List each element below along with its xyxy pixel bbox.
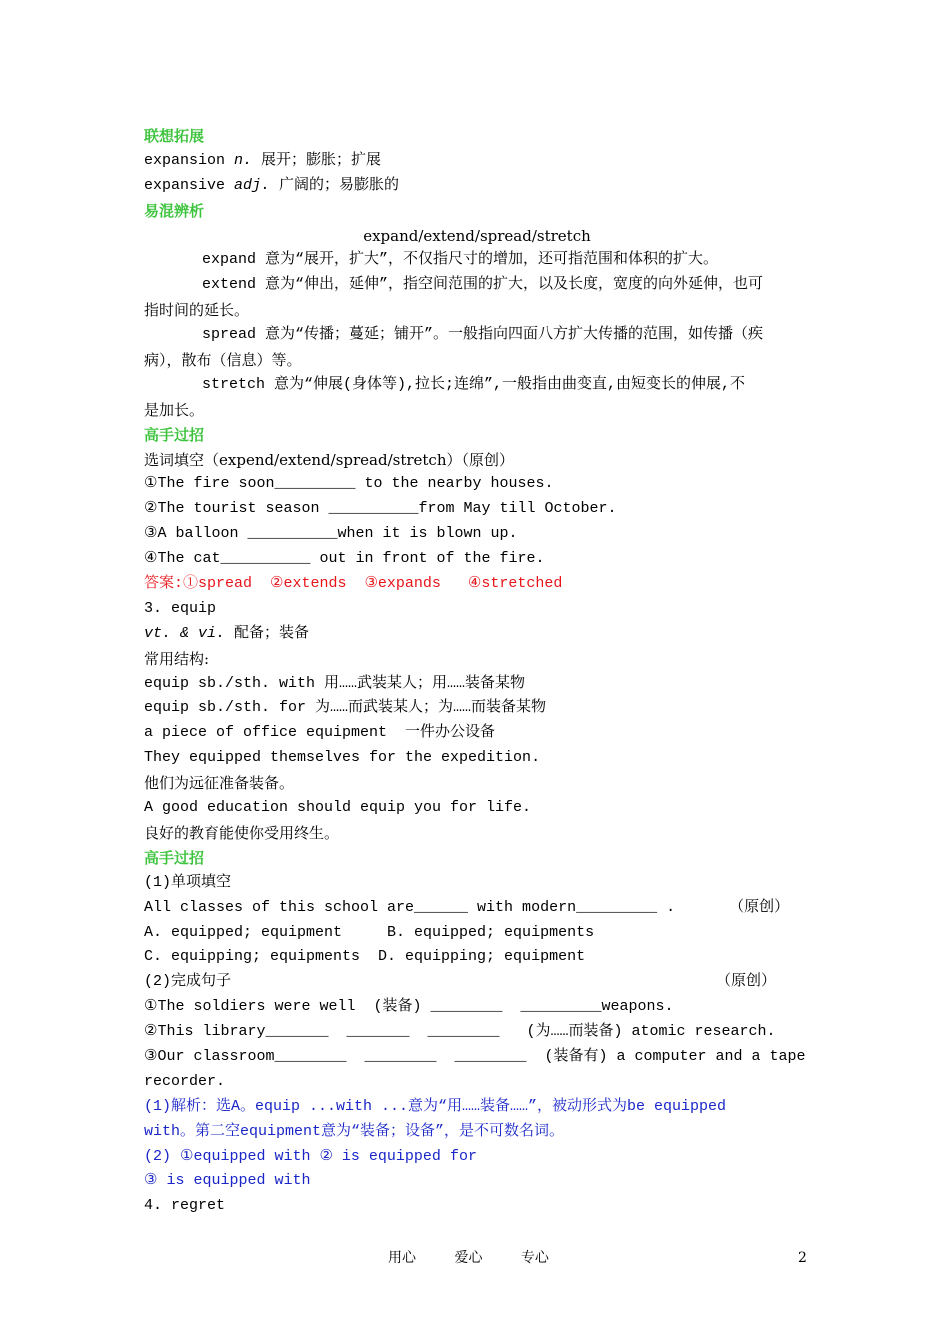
structure-2: equip sb./sth. for 为……而武装某人；为……而装备某物 xyxy=(144,699,547,717)
complete-question-1: ①The soldiers were well (装备) ________ _________weapons. xyxy=(144,998,674,1016)
example-1-english: They equipped themselves for the expedition. xyxy=(144,749,541,767)
stretch-definition-line2: 是加长。 xyxy=(144,400,205,419)
structure-1: equip sb./sth. with 用……武装某人；用……装备某物 xyxy=(144,674,526,692)
mc-source: （原创） xyxy=(729,898,790,916)
fill-instruction: 选词填空（expend/extend/spread/stretch）（原创） xyxy=(144,450,514,469)
fill-question-1: ①The fire soon_________ to the nearby houses. xyxy=(144,475,554,493)
expansive-entry xyxy=(144,174,810,199)
expansion-entry xyxy=(144,149,810,174)
analysis-line-3: (2) ①equipped with ② is equipped for xyxy=(144,1147,477,1165)
complete-sentence-title-row xyxy=(144,970,810,995)
fill-question-4: ④The cat__________ out in front of the fire. xyxy=(144,550,545,568)
footer-motto-2: 爱心 xyxy=(454,1250,483,1266)
expansive-word: expansive xyxy=(144,176,226,194)
multiple-choice-question xyxy=(144,896,810,921)
spread-definition-line1: spread 意为“传播；蔓延；铺开”。一般指向四面八方扩大传播的范围，如传播（疾 xyxy=(202,326,764,344)
extend-definition-line2: 指时间的延长。 xyxy=(144,301,250,320)
practice-heading-2: 高手过招 xyxy=(144,848,205,867)
confusion-title: expand/extend/spread/stretch xyxy=(363,226,591,245)
analysis-line-4: ③ is equipped with xyxy=(144,1172,311,1190)
equip-definition: 配备；装备 xyxy=(225,624,310,642)
complete-title: (2)完成句子 xyxy=(144,973,232,991)
mc-options-row-2: C. equipping; equipments D. equipping; equipment xyxy=(144,948,586,966)
structure-3: a piece of office equipment 一件办公设备 xyxy=(144,724,496,742)
footer-motto-1: 用心 xyxy=(388,1250,416,1266)
equip-pos: vt. & vi. xyxy=(144,624,226,642)
equip-entry xyxy=(144,622,810,647)
complete-source: （原创） xyxy=(715,973,776,991)
example-2-english: A good education should equip you for life. xyxy=(144,799,532,817)
mc-options-row-1: A. equipped; equipment B. equipped; equipments xyxy=(144,923,595,941)
stretch-definition-line1: stretch 意为“伸展(身体等),拉长;连绵”,一般指由曲变直,由短变长的伸展,不 xyxy=(202,375,746,393)
practice-heading-1: 高手过招 xyxy=(144,425,205,444)
extend-definition-line1: extend 意为“伸出，延伸”，指空间范围的扩大，以及长度，宽度的向外延伸，也可 xyxy=(202,276,764,294)
page-footer xyxy=(0,1246,950,1270)
common-structures-label: 常用结构: xyxy=(144,649,210,668)
fill-question-2: ②The tourist season __________from May till October. xyxy=(144,500,617,518)
multiple-choice-title: (1)单项填空 xyxy=(144,873,232,891)
complete-question-3: ③Our classroom________ ________ ________ (装备有) a computer and a tape xyxy=(144,1047,806,1065)
expansion-word: expansion xyxy=(144,151,226,169)
association-heading: 联想拓展 xyxy=(144,127,205,145)
confusion-heading: 易混辨析 xyxy=(144,201,205,220)
document-page xyxy=(144,124,810,1219)
page-number: 2 xyxy=(798,1250,807,1266)
mc-question-text: All classes of this school are______ with modern_________ . xyxy=(144,898,676,916)
expansive-definition: 广阔的；易膨胀的 xyxy=(270,176,400,194)
expansion-pos: n. xyxy=(234,151,253,169)
example-1-chinese: 他们为远征准备装备。 xyxy=(144,774,295,793)
example-2-chinese: 良好的教育能使你受用终生。 xyxy=(144,823,340,842)
expand-definition: expand 意为“展开，扩大”，不仅指尺寸的增加，还可指范围和体积的扩大。 xyxy=(202,251,719,269)
fill-question-3: ③A balloon __________when it is blown up. xyxy=(144,525,518,543)
expansion-definition: 展开；膨胀；扩展 xyxy=(252,151,382,169)
footer-motto xyxy=(388,1246,583,1270)
analysis-line-2: with。第二空equipment意为“装备；设备”，是不可数名词。 xyxy=(144,1122,565,1140)
spread-definition-line2: 病），散布（信息）等。 xyxy=(144,351,302,370)
fill-answer: 答案:①spread ②extends ③expands ④stretched xyxy=(144,575,563,593)
equip-title: 3. equip xyxy=(144,599,217,617)
regret-title: 4. regret xyxy=(144,1197,226,1215)
complete-question-3-continued: recorder. xyxy=(144,1072,226,1090)
complete-question-2: ②This library_______ _______ ________ (为……而装备) atomic research. xyxy=(144,1023,776,1041)
footer-motto-3: 专心 xyxy=(520,1250,549,1266)
expansive-pos: adj. xyxy=(234,176,271,194)
analysis-line-1: (1)解析：选A。equip ...with ...意为“用……装备……”，被动形式为be equipped xyxy=(144,1097,727,1115)
